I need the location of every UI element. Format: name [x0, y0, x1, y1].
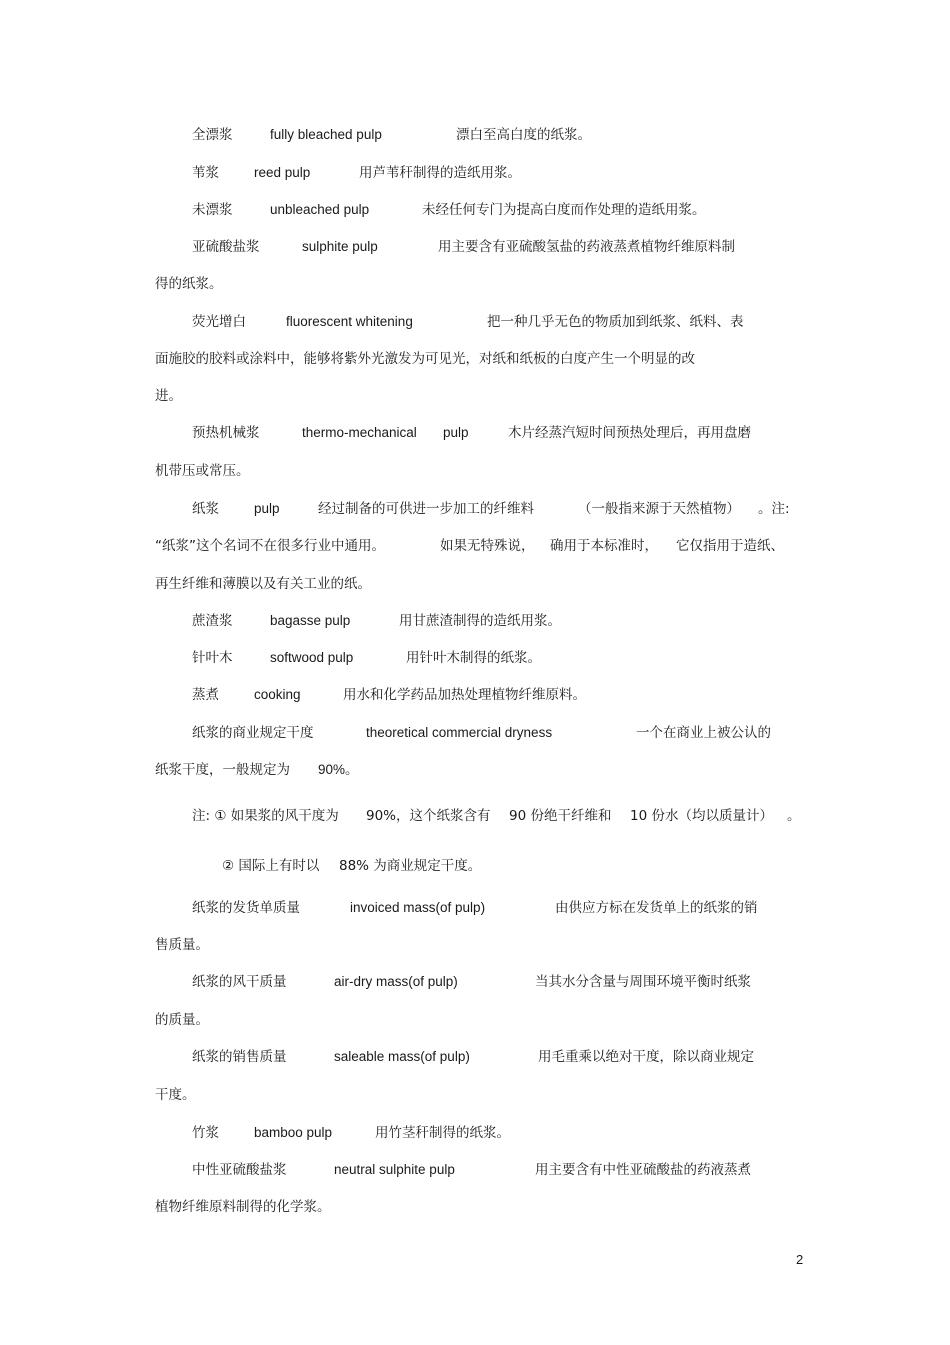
term-en: fully bleached pulp — [270, 127, 382, 142]
term-definition-continued: 的质量。 — [155, 1012, 209, 1028]
term-cn: 纸浆的风干质量 — [192, 974, 287, 990]
term-definition: 一个在商业上被公认的 — [636, 725, 771, 741]
term-en: fluorescent whitening — [286, 314, 413, 329]
term-definition: 当其水分含量与周围环境平衡时纸浆 — [535, 974, 751, 990]
term-definition: 漂白至高白度的纸浆。 — [456, 127, 591, 143]
term-en: sulphite pulp — [302, 239, 378, 254]
term-definition-value: 90%。 — [318, 762, 359, 777]
term-definition: 用芦苇秆制得的造纸用浆。 — [359, 165, 521, 181]
term-en: softwood pulp — [270, 650, 354, 665]
term-en: pulp — [443, 425, 469, 440]
note-1: 。 — [787, 808, 801, 824]
note-1: 10 份水（均以质量计） — [630, 808, 773, 824]
term-en: cooking — [254, 687, 301, 702]
term-definition-continued: 如果无特殊说， — [440, 538, 535, 554]
term-definition-continued: 售质量。 — [155, 937, 209, 953]
term-cn: 全漂浆 — [192, 127, 233, 143]
term-definition: 。注: — [758, 501, 790, 517]
term-definition-continued: 它仅指用于造纸、 — [676, 538, 784, 554]
term-definition: 用针叶木制得的纸浆。 — [406, 650, 541, 666]
term-definition: 用主要含有中性亚硫酸盐的药液蒸煮 — [535, 1162, 751, 1178]
term-cn: 蒸煮 — [192, 687, 219, 703]
term-definition: 用毛重乘以绝对干度，除以商业规定 — [538, 1049, 754, 1065]
term-definition-continued: 干度。 — [155, 1087, 196, 1103]
term-cn: 荧光增白 — [192, 314, 246, 330]
term-definition: 把一种几乎无色的物质加到纸浆、纸料、表 — [487, 314, 744, 330]
note-1: 90 份绝干纤维和 — [509, 808, 612, 824]
term-en: reed pulp — [254, 165, 311, 180]
term-cn: 纸浆的发货单质量 — [192, 900, 300, 916]
term-definition-continued: 进。 — [155, 388, 182, 404]
term-definition-continued: 确用于本标准时， — [550, 538, 658, 554]
term-definition-continued: 得的纸浆。 — [155, 276, 223, 292]
term-definition-continued: 机带压或常压。 — [155, 463, 250, 479]
term-en: bamboo pulp — [254, 1125, 333, 1140]
term-en: thermo-mechanical — [302, 425, 417, 440]
term-definition: 用竹茎秆制得的纸浆。 — [375, 1125, 510, 1141]
term-definition-continued: 面施胶的胶料或涂料中，能够将紫外光激发为可见光，对纸和纸板的白度产生一个明显的改 — [155, 351, 695, 367]
term-en: invoiced mass(of pulp) — [350, 900, 486, 915]
term-cn: 蔗渣浆 — [192, 613, 233, 629]
term-definition-continued: 再生纤维和薄膜以及有关工业的纸。 — [155, 576, 371, 592]
term-en: pulp — [254, 501, 280, 516]
term-cn: 针叶木 — [192, 650, 233, 666]
term-cn: 纸浆的销售质量 — [192, 1049, 287, 1065]
term-definition: 用主要含有亚硫酸氢盐的药液蒸煮植物纤维原料制 — [438, 239, 735, 255]
term-en: theoretical commercial dryness — [366, 725, 553, 740]
term-definition: 未经任何专门为提高白度而作处理的造纸用浆。 — [422, 202, 706, 218]
note-2: 88% 为商业规定干度。 — [339, 858, 482, 874]
page-number: 2 — [796, 1252, 804, 1267]
term-definition: 用水和化学药品加热处理植物纤维原料。 — [343, 687, 586, 703]
term-cn: 纸浆 — [192, 501, 219, 517]
note-1: 90%，这个纸浆含有 — [366, 808, 491, 824]
term-definition-continued: 纸浆干度，一般规定为 — [155, 762, 290, 778]
term-definition: 经过制备的可供进一步加工的纤维料 — [318, 501, 534, 517]
term-cn: 纸浆的商业规定干度 — [192, 725, 314, 741]
term-en: bagasse pulp — [270, 613, 351, 628]
term-cn: 苇浆 — [192, 165, 219, 181]
note-1: 注: ① 如果浆的风干度为 — [192, 808, 339, 824]
term-cn: 亚硫酸盐浆 — [192, 239, 260, 255]
term-en: saleable mass(of pulp) — [334, 1049, 470, 1064]
term-cn: 未漂浆 — [192, 202, 233, 218]
note-2: ② 国际上有时以 — [222, 858, 320, 874]
term-en: unbleached pulp — [270, 202, 370, 217]
term-definition: 用甘蔗渣制得的造纸用浆。 — [399, 613, 561, 629]
term-cn: 中性亚硫酸盐浆 — [192, 1162, 287, 1178]
term-cn: 预热机械浆 — [192, 425, 260, 441]
term-cn: 竹浆 — [192, 1125, 219, 1141]
term-en: air-dry mass(of pulp) — [334, 974, 458, 989]
term-definition: （一般指来源于天然植物） — [578, 501, 740, 517]
term-en: neutral sulphite pulp — [334, 1162, 455, 1177]
term-definition: 由供应方标在发货单上的纸浆的销 — [555, 900, 758, 916]
term-definition: 木片经蒸汽短时间预热处理后，再用盘磨 — [508, 425, 751, 441]
term-definition-continued: “纸浆”这个名词不在很多行业中通用。 — [155, 538, 385, 554]
term-definition-continued: 植物纤维原料制得的化学浆。 — [155, 1199, 331, 1215]
